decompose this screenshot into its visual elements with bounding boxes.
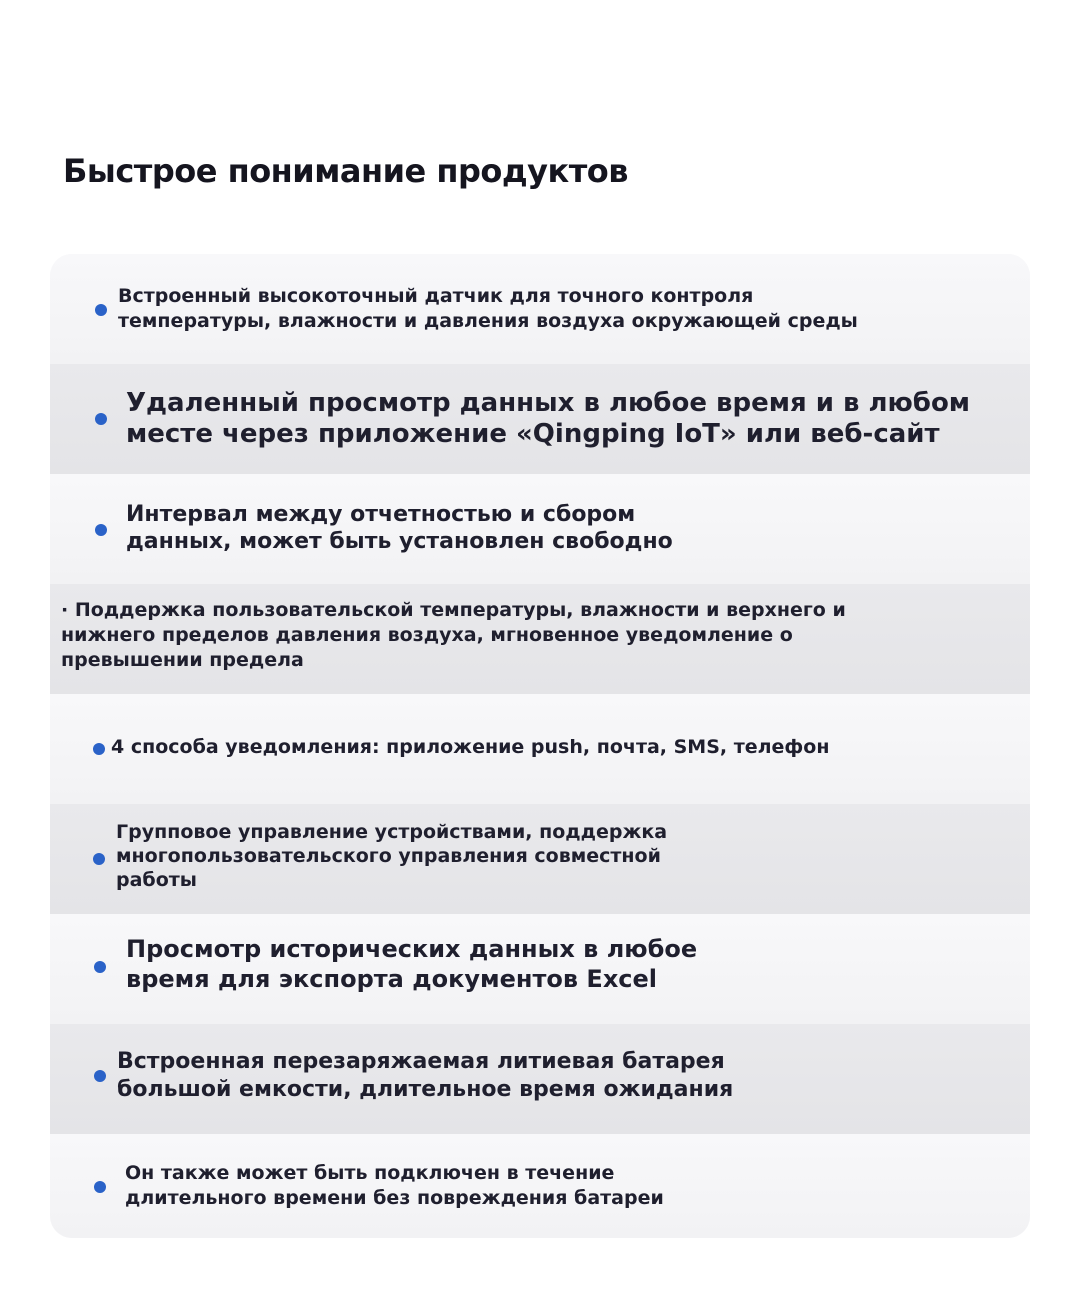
feature-row-remote-view: [50, 364, 1030, 474]
feature-text: [126, 934, 697, 994]
feature-line: Групповое управление устройствами, поддержка: [116, 821, 668, 843]
feature-row-interval: [50, 474, 1030, 584]
feature-line: Просмотр исторических данных в любое: [126, 935, 698, 963]
page-title: Быстрое понимание продуктов: [63, 152, 629, 190]
feature-line: длительного времени без повреждения батареи: [125, 1187, 664, 1209]
feature-line: превышении предела: [61, 649, 304, 671]
feature-text: [126, 501, 673, 555]
bullet-dot-icon: [94, 1181, 106, 1193]
feature-text: [116, 820, 667, 892]
feature-line: Удаленный просмотр данных в любое время и в любом: [126, 388, 971, 418]
feature-row-group-management: [50, 804, 1030, 914]
feature-text: [117, 1048, 733, 1104]
feature-line: · Поддержка пользовательской температуры, влажности и верхнего и: [61, 599, 846, 621]
feature-row-notifications: [50, 694, 1030, 804]
features-card: [50, 254, 1030, 1238]
feature-line: данных, может быть установлен свободно: [126, 529, 673, 554]
bullet-dot-icon: [93, 743, 105, 755]
feature-row-continuous-power: [50, 1134, 1030, 1238]
feature-line: Встроенный высокоточный датчик для точного контроля: [118, 285, 754, 307]
bullet-dot-icon: [94, 1070, 106, 1082]
feature-text: [111, 734, 829, 760]
feature-row-sensor: [50, 254, 1030, 364]
feature-line: многопользовательского управления совместной: [116, 845, 661, 867]
feature-line: Встроенная перезаряжаемая литиевая батарея: [117, 1049, 725, 1074]
feature-line: работы: [116, 869, 197, 891]
bullet-dot-icon: [95, 304, 107, 316]
feature-line: температуры, влажности и давления воздуха окружающей среды: [118, 310, 858, 332]
feature-text: [126, 388, 970, 450]
bullet-dot-icon: [95, 413, 107, 425]
feature-line: Он также может быть подключен в течение: [125, 1162, 615, 1184]
bullet-dot-icon: [93, 853, 105, 865]
feature-row-battery: [50, 1024, 1030, 1134]
feature-line: 4 способа уведомления: приложение push, почта, SMS, телефон: [111, 736, 830, 758]
bullet-dot-icon: [95, 524, 107, 536]
feature-line: время для экспорта документов Excel: [126, 965, 658, 993]
feature-row-limits: [50, 584, 1030, 694]
feature-row-history-export: [50, 914, 1030, 1024]
feature-text: [61, 598, 846, 673]
bullet-dot-icon: [94, 961, 106, 973]
feature-line: месте через приложение «Qingping IoT» или веб-сайт: [126, 419, 940, 449]
feature-line: Интервал между отчетностью и сбором: [126, 502, 636, 527]
feature-text: [125, 1161, 664, 1211]
feature-line: большой емкости, длительное время ожидания: [117, 1077, 734, 1102]
feature-line: нижнего пределов давления воздуха, мгновенное уведомление о: [61, 624, 793, 646]
feature-text: [118, 284, 858, 334]
